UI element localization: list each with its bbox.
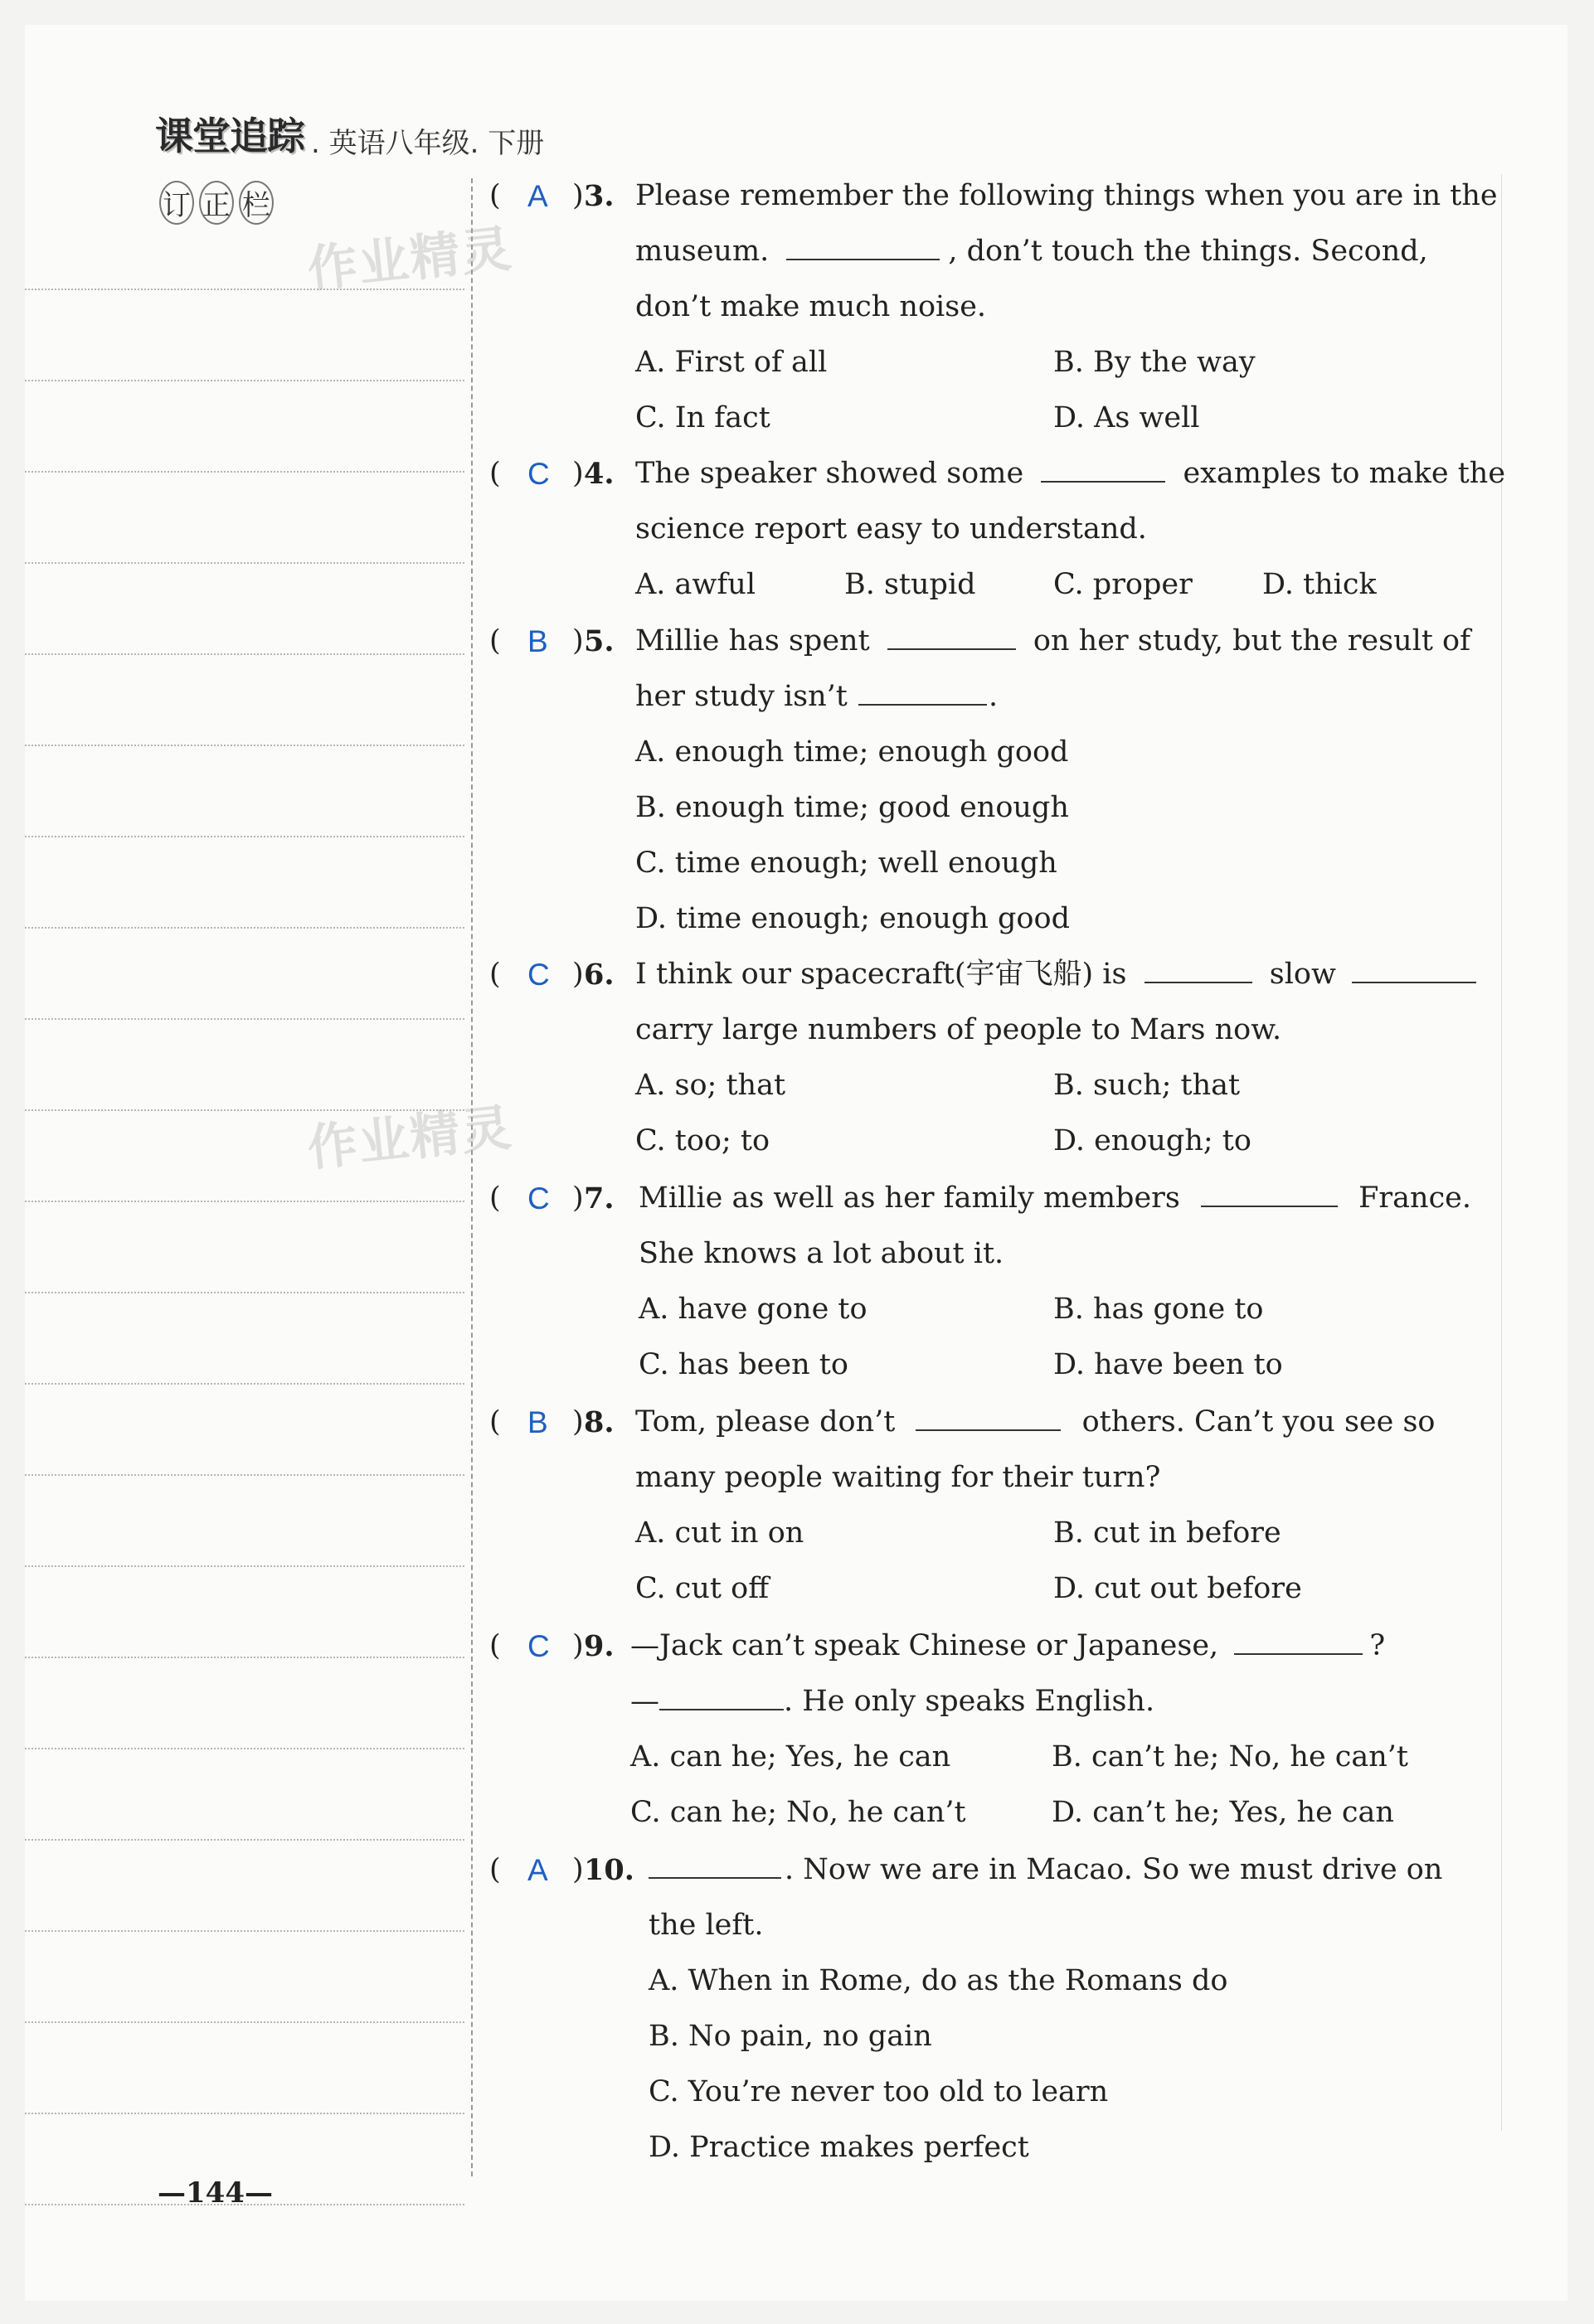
correction-line	[25, 1383, 464, 1385]
correction-line	[25, 562, 464, 564]
option-c[interactable]: C. time enough; well enough	[635, 847, 1057, 880]
correction-char: 正	[199, 181, 234, 225]
option-c[interactable]: C. too; to	[635, 1124, 770, 1157]
correction-line	[25, 471, 464, 473]
answer-mark: C	[527, 457, 550, 491]
question-stem: her study isn’t .	[635, 680, 999, 713]
question-number: 10.	[584, 1853, 634, 1887]
option-b[interactable]: B. stupid	[844, 568, 976, 601]
question-number: 8.	[584, 1405, 615, 1439]
correction-line	[25, 1657, 464, 1658]
answer-mark: C	[527, 1181, 550, 1215]
option-d[interactable]: D. can’t he; Yes, he can	[1052, 1796, 1394, 1829]
question-stem: Millie as well as her family members France.	[639, 1181, 1472, 1215]
correction-line	[25, 836, 464, 837]
question-stem: don’t make much noise.	[635, 290, 987, 323]
question-stem: carry large numbers of people to Mars now.	[635, 1013, 1282, 1046]
page-header	[155, 106, 544, 161]
option-d[interactable]: D. thick	[1262, 568, 1377, 601]
correction-line	[25, 1565, 464, 1567]
option-b[interactable]: B. No pain, no gain	[649, 2020, 932, 2053]
answer-mark: A	[527, 179, 548, 213]
answer-mark: B	[527, 624, 548, 658]
answer-mark: C	[527, 958, 550, 992]
correction-line	[25, 2113, 464, 2114]
question-number: 6.	[584, 958, 615, 992]
option-d[interactable]: D. cut out before	[1053, 1572, 1302, 1605]
correction-line	[25, 1201, 464, 1202]
question-stem: I think our spacecraft(宇宙飞船) is slow	[635, 947, 1476, 1002]
correction-char: 订	[159, 181, 194, 225]
option-d[interactable]: D. Practice makes perfect	[649, 2131, 1029, 2164]
answer-mark: A	[527, 1853, 548, 1887]
option-b[interactable]: B. By the way	[1053, 346, 1256, 379]
option-c[interactable]: C. You’re never too old to learn	[649, 2075, 1109, 2108]
correction-line	[25, 1018, 464, 1020]
option-d[interactable]: D. enough; to	[1053, 1124, 1251, 1157]
page-number: —144—	[158, 2176, 273, 2210]
option-c[interactable]: C. has been to	[639, 1348, 848, 1381]
correction-line	[25, 2021, 464, 2023]
correction-line	[25, 653, 464, 655]
question-stem: . Now we are in Macao. So we must drive on	[649, 1842, 1442, 1898]
option-b[interactable]: B. has gone to	[1053, 1293, 1264, 1326]
correction-line	[25, 1292, 464, 1293]
option-b[interactable]: B. enough time; good enough	[635, 791, 1069, 824]
correction-line	[25, 1930, 464, 1932]
question-number: 5.	[584, 624, 615, 658]
correction-char: 栏	[239, 181, 274, 225]
watermark: 作业精灵	[304, 1099, 516, 1178]
series-logo: 课堂追踪	[155, 114, 304, 158]
correction-line	[25, 289, 464, 290]
question-stem: Millie has spent on her study, but the result of	[635, 624, 1471, 657]
option-c[interactable]: C. can he; No, he can’t	[630, 1796, 966, 1829]
question-stem: — . He only speaks English.	[630, 1685, 1155, 1718]
option-c[interactable]: C. proper	[1053, 568, 1193, 601]
answer-mark: B	[527, 1405, 548, 1439]
option-b[interactable]: B. cut in before	[1053, 1516, 1281, 1550]
option-a[interactable]: A. so; that	[635, 1069, 786, 1102]
correction-line	[25, 1474, 464, 1476]
question-number: 7.	[584, 1181, 615, 1215]
correction-line	[25, 927, 464, 929]
option-a[interactable]: A. awful	[635, 568, 756, 601]
option-a[interactable]: A. can he; Yes, he can	[630, 1740, 951, 1773]
option-a[interactable]: A. cut in on	[635, 1516, 804, 1550]
question-stem: —Jack can’t speak Chinese or Japanese, ?	[630, 1629, 1386, 1662]
correction-line	[25, 745, 464, 746]
question-stem: many people waiting for their turn?	[635, 1461, 1161, 1494]
option-c[interactable]: C. In fact	[635, 401, 770, 434]
option-a[interactable]: A. have gone to	[639, 1293, 867, 1326]
option-a[interactable]: A. First of all	[635, 346, 828, 379]
watermark: 作业精灵	[304, 220, 516, 299]
option-b[interactable]: B. such; that	[1053, 1069, 1241, 1102]
option-a[interactable]: A. When in Rome, do as the Romans do	[649, 1964, 1228, 1997]
column-divider	[471, 178, 473, 2176]
question-stem: Please remember the following things when you are in the	[635, 179, 1498, 212]
question-stem: Tom, please don’t others. Can’t you see so	[635, 1405, 1436, 1439]
correction-line	[25, 1109, 464, 1111]
option-d[interactable]: D. time enough; enough good	[635, 902, 1070, 935]
correction-line	[25, 1748, 464, 1749]
option-a[interactable]: A. enough time; enough good	[635, 735, 1069, 769]
question-stem: The speaker showed some examples to make the	[635, 457, 1506, 490]
question-stem: the left.	[649, 1909, 764, 1942]
question-stem: She knows a lot about it.	[639, 1237, 1004, 1270]
question-stem: science report easy to understand.	[635, 512, 1147, 546]
correction-line	[25, 1839, 464, 1841]
option-d[interactable]: D. have been to	[1053, 1348, 1283, 1381]
option-d[interactable]: D. As well	[1053, 401, 1200, 434]
option-c[interactable]: C. cut off	[635, 1572, 770, 1605]
correction-line	[25, 380, 464, 381]
question-number: 9.	[584, 1629, 615, 1663]
subject-title: . 英语八年级. 下册	[311, 127, 545, 160]
option-b[interactable]: B. can’t he; No, he can’t	[1052, 1740, 1408, 1773]
correction-column-label	[159, 181, 274, 225]
question-number: 3.	[584, 179, 615, 213]
question-number: 4.	[584, 457, 615, 491]
answer-mark: C	[527, 1629, 550, 1663]
question-stem: museum. , don’t touch the things. Second,	[635, 235, 1428, 268]
